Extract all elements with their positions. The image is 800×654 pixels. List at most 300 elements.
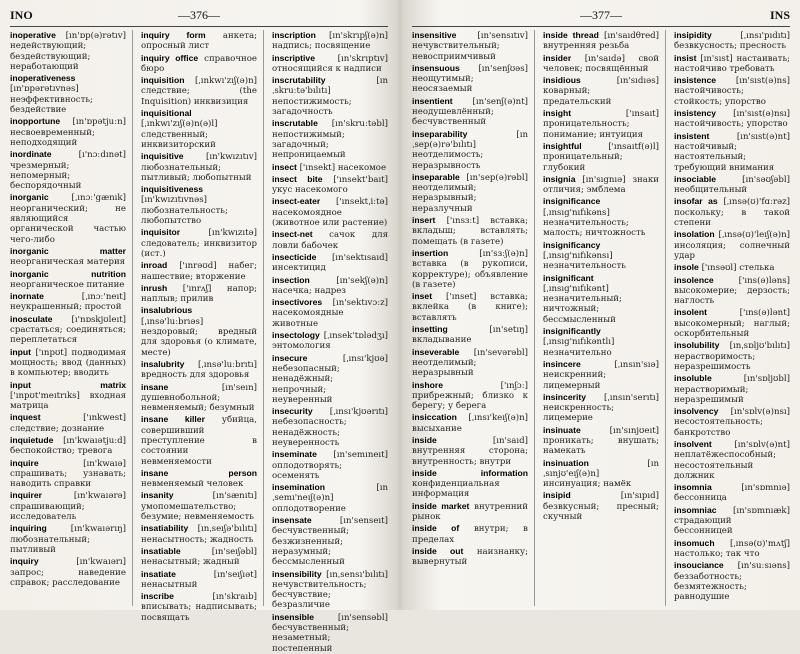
dictionary-entry: [412, 347, 528, 379]
definition: оплодотворение: [272, 503, 346, 514]
transcription: [ın'sɒljʊbl]: [743, 374, 790, 385]
headword: insistence: [674, 75, 717, 86]
headword: insetting: [412, 324, 448, 335]
dictionary-entry: [141, 108, 257, 150]
headword: insignificance: [543, 196, 601, 207]
dictionary-entry: [141, 227, 257, 259]
dictionary-entry: [10, 458, 126, 490]
dictionary-entry: [272, 275, 388, 297]
dictionary-entry: [272, 515, 388, 567]
dictionary-entry: [272, 482, 388, 514]
headword: insociable: [674, 173, 717, 184]
headword: inseparable: [412, 171, 460, 182]
headword: insolent: [674, 307, 707, 318]
headword: inquisition: [141, 75, 185, 86]
transcription: [ın'sensıtıv]: [477, 31, 528, 41]
definition: прибрежный; близко к берегу; у берега: [412, 390, 528, 412]
dictionary-entry: [272, 612, 388, 654]
definition: оплодотворять; осеменять: [272, 460, 343, 481]
headword: insistency: [674, 108, 717, 119]
dictionary-entry: [674, 340, 790, 372]
headword: inquest: [10, 412, 41, 423]
headword: inquiring: [10, 523, 47, 534]
definition: инсоляция; солнечный удар: [674, 240, 790, 261]
dictionary-entry: [141, 151, 257, 183]
definition: небезопасный; ненадёжный; непрочный; неуверенный: [272, 363, 340, 405]
definition: внутренняя сторона; внутренность; внутри: [412, 446, 528, 467]
headword: inside: [412, 434, 437, 445]
headword: insalubrity: [141, 358, 185, 369]
transcription: [ın'sep(ə)rəbl]: [466, 172, 528, 183]
headword: insensuous: [412, 62, 460, 73]
dictionary-entry: [10, 380, 126, 412]
headword: insect bite: [272, 173, 323, 184]
definition: следствие; (the Inquisition) инквизиция: [141, 86, 257, 107]
headword: insomniac: [674, 504, 717, 515]
headword: inquisitiveness: [141, 184, 204, 195]
left-guide-word: INO: [10, 8, 33, 22]
header-rule: [412, 26, 790, 27]
headword: insection: [272, 274, 310, 285]
transcription: [ın'sınjʊeıt]: [609, 425, 659, 436]
headword: insinuate: [543, 424, 581, 435]
transcription: [ın'kwaıətjuːd]: [63, 435, 126, 446]
dictionary-entry: [141, 591, 257, 623]
transcription: [ın'sɜːʃ(ə)n]: [479, 248, 528, 259]
definition: неукрашенный; простой: [10, 302, 122, 313]
headword: insidious: [543, 75, 581, 86]
transcription: ['ınset]: [446, 292, 477, 303]
headword: insatiable: [141, 545, 181, 556]
definition: душевнобольной; невменяемый; безумный: [141, 392, 255, 414]
definition: умопомешательство; безумие; невменяемость: [141, 501, 254, 523]
transcription: ['ınsaıt]: [625, 109, 659, 120]
headword: insanity: [141, 490, 174, 501]
dictionary-entry: [674, 196, 790, 228]
transcription: ['ınsekt]: [299, 162, 336, 173]
headword: insignificant: [543, 272, 594, 283]
headword: insistent: [674, 130, 710, 141]
dictionary-entry: [272, 406, 388, 448]
transcription: [ınˌseıʃə'bılıtı]: [197, 524, 257, 535]
transcription: [ınˌsep(ə)rə'bılıtı]: [412, 129, 528, 150]
definition: коварный; предательский: [543, 86, 612, 107]
transcription: [ˌınɔː'neıt]: [81, 292, 126, 303]
dictionary-entry: [412, 63, 528, 95]
headword: insincerity: [543, 391, 586, 402]
definition: необщительный: [674, 185, 748, 196]
definition: вставка (в рукописи, корректуре); объявление (в газете): [412, 259, 528, 290]
headword: insomnia: [674, 482, 712, 493]
dictionary-entry: [10, 556, 126, 588]
transcription: [ˌınsı'pıdıtı]: [740, 31, 790, 41]
transcription: [ın'kwaıə]: [83, 458, 126, 469]
header-rule: [10, 26, 388, 27]
definition: насекомоядные животные: [272, 308, 344, 329]
transcription: [ınˌsensı'bılıtı]: [326, 569, 388, 580]
headword: inshore: [412, 379, 444, 390]
definition: поскольку; в такой степени: [674, 207, 790, 229]
transcription: [ın'kwaıərə]: [73, 491, 126, 502]
definition: настойчивость; упорство: [674, 119, 788, 130]
transcription: [ın'sıst(ə)ns]: [735, 76, 790, 87]
left-page-header: [10, 8, 388, 24]
transcription: [ın'sıgnıə]: [582, 174, 626, 185]
headword: insensate: [272, 515, 312, 526]
transcription: [ˌınsə(ʊ)'mʌtʃ]: [729, 538, 790, 549]
headword: insincere: [543, 358, 581, 369]
dictionary-entry: [10, 435, 126, 457]
dictionary-entry: [272, 162, 388, 173]
transcription: [ın'ɒpərətıvnəs]: [10, 84, 79, 95]
left-columns: [10, 30, 388, 654]
headword: insane person: [141, 467, 257, 478]
definition: неощутимый; неосязаемый: [412, 74, 474, 95]
definition: конфиденциальная информация: [412, 479, 500, 500]
headword: inquisitive: [141, 151, 184, 162]
left-page: [0, 0, 398, 654]
dictionary-column: [543, 30, 666, 606]
dictionary-entry: [543, 108, 659, 140]
dictionary-entry: [10, 523, 126, 555]
transcription: [ˌınsə'luːbrıəs]: [141, 316, 204, 327]
transcription: [ın'suːsıəns]: [737, 561, 790, 572]
headword: inscribe: [141, 591, 174, 602]
transcription: ['ınsaıtf(ə)l]: [608, 141, 659, 152]
dictionary-entry: [412, 380, 528, 412]
headword: inosculate: [10, 313, 53, 324]
headword: inquirer: [10, 490, 42, 501]
dictionary-entry: [543, 174, 659, 196]
definition: беззаботность; безмятежность; равнодушие: [674, 571, 747, 603]
headword: insist: [674, 52, 697, 63]
transcription: [ın'sɒmnıə]: [741, 483, 790, 494]
headword: insert: [412, 215, 436, 226]
definition: нечувствительный; невосприимчивый: [412, 41, 500, 62]
transcription: [ın'setıŋ]: [489, 325, 528, 336]
headword: inquisitor: [141, 227, 181, 238]
headword: inroad: [141, 260, 168, 271]
transcription: [ı'nɔːdınət]: [78, 150, 126, 161]
definition: неотделимый; неразрывный; неразлучный: [412, 183, 477, 214]
definition: неорганическая материя: [10, 257, 126, 268]
headword: insolubility: [674, 340, 720, 351]
transcription: [ın'sensəbl]: [337, 612, 388, 623]
definition: высокомерие; дерзость; наглость: [674, 285, 790, 307]
right-columns: [412, 30, 790, 606]
headword: insecurity: [272, 406, 313, 417]
headword: insectology: [272, 330, 320, 341]
transcription: [ın'kwaıərıŋ]: [70, 524, 126, 535]
transcription: [ˌınsın'serıtı]: [604, 392, 659, 403]
headword: insinuation: [543, 457, 589, 468]
headword: inquisitional: [141, 108, 192, 119]
definition: следователь; инквизитор (ист.): [141, 238, 257, 259]
transcription: [ˌınsek'tɒlədʒı]: [323, 331, 388, 342]
transcription: [ın'sɒlv(ə)nsı]: [730, 407, 790, 418]
definition: неплатёжеспособный; несостоятельный должник: [674, 450, 777, 481]
definition: входная матрица: [10, 390, 126, 412]
definition: небезопасность; ненадёжность; неуверенность: [272, 417, 347, 448]
headword: insipid: [543, 490, 571, 501]
definition: вкладывание: [412, 335, 472, 346]
definition: ненасытный; жадный: [141, 557, 240, 568]
headword: input matrix: [10, 379, 126, 390]
dictionary-entry: [10, 246, 126, 268]
transcription: [ın'sıst(ə)nt]: [736, 131, 790, 142]
dictionary-entry: [412, 435, 528, 467]
transcription: [ı'nɒskjʊleıt]: [71, 314, 126, 325]
definition: недействующий; бездействующий; неработающий: [10, 41, 91, 72]
definition: относящийся к надписи: [272, 63, 382, 74]
dictionary-entry: [674, 482, 790, 504]
right-guide-word: INS: [769, 8, 790, 22]
transcription: [ınˌsɒljʊ'bılıtı]: [729, 341, 790, 352]
headword: inordinate: [10, 149, 52, 160]
transcription: [ˌınsın'sıə]: [614, 359, 659, 370]
transcription: [ınˌskruːtə'bılıtı]: [272, 76, 388, 97]
definition: несостоятельность; банкротство: [674, 417, 763, 438]
dictionary-entry: [272, 75, 388, 117]
definition: невменяемый человек: [141, 479, 244, 490]
dictionary-entry: [141, 30, 257, 52]
definition: следствие; дознание: [10, 423, 105, 434]
headword: insectivores: [272, 297, 323, 308]
definition: знаки отличия; эмблема: [543, 174, 660, 196]
dictionary-entry: [141, 569, 257, 591]
headword: insolvent: [674, 438, 712, 449]
left-page-number: —376—: [178, 8, 220, 22]
definition: стелька: [739, 263, 775, 274]
right-page-number: —377—: [580, 8, 622, 22]
dictionary-entry: [412, 291, 528, 323]
dictionary-entry: [272, 196, 388, 228]
dictionary-entry: [674, 53, 790, 75]
dictionary-entry: [543, 458, 659, 490]
definition: нерастворимость; неразрешимость: [674, 351, 756, 372]
dictionary-entry: [543, 196, 659, 238]
headword: insecticide: [272, 251, 317, 262]
dictionary-entry: [272, 30, 388, 52]
transcription: [ın'səʊʃəbl]: [742, 174, 790, 185]
transcription: [ˌınɔː'gænık]: [71, 193, 126, 204]
definition: инсинуация; намёк: [543, 479, 632, 490]
headword: insider: [543, 52, 572, 63]
transcription: [ın'saıd]: [492, 435, 528, 446]
transcription: [ın'sektısaıd]: [331, 252, 388, 263]
transcription: [ın'sɒmnıæk]: [733, 505, 790, 516]
dictionary-entry: [412, 468, 528, 500]
dictionary-entry: [543, 240, 659, 272]
definition: неорганическое питание: [10, 279, 125, 290]
definition: настолько; так что: [674, 548, 760, 559]
dictionary-column: [141, 30, 264, 623]
right-page: [402, 0, 800, 610]
dictionary-entry: [674, 30, 790, 52]
transcription: [ın'kwızıtıv]: [206, 152, 257, 163]
transcription: ['ınpʊt]: [35, 347, 68, 358]
definition: любознательный; пытливый; любопытный: [141, 162, 252, 183]
transcription: [ın'senʃ(ə)nt]: [472, 96, 528, 107]
definition: настаивать; настойчиво требовать: [674, 53, 791, 74]
headword: inoperative: [10, 30, 56, 40]
dictionary-entry: [412, 172, 528, 214]
dictionary-entry: [543, 30, 659, 52]
dictionary-entry: [674, 439, 790, 481]
headword: inoperativeness: [10, 73, 76, 84]
dictionary-entry: [272, 252, 388, 274]
definition: проникать; внушать; намекать: [543, 435, 659, 457]
dictionary-entry: [412, 96, 528, 128]
dictionary-entry: [412, 412, 528, 434]
dictionary-entry: [543, 75, 659, 107]
dictionary-entry: [543, 326, 659, 358]
headword: inseverable: [412, 346, 460, 357]
transcription: ['ıns(ə)lənt]: [739, 308, 790, 319]
headword: insolence: [674, 274, 714, 285]
definition: незначительный; ничтожный; бессмысленный: [543, 294, 622, 325]
transcription: [ın'sektıvɔːz]: [332, 298, 388, 309]
definition: анкета; опросный лист: [141, 31, 257, 52]
headword: insignia: [543, 173, 576, 184]
dictionary-entry: [272, 229, 388, 251]
headword: insensibility: [272, 568, 322, 579]
definition: сачок для ловли бабочек: [272, 230, 388, 251]
transcription: [ın'sænıtı]: [212, 491, 257, 502]
definition: срастаться; соединяться; переплетаться: [10, 325, 126, 346]
definition: проницательность; понимание; интуиция: [543, 119, 644, 140]
transcription: ['ınʃɔː]: [500, 380, 528, 391]
headword: inside of: [412, 523, 460, 534]
dictionary-entry: [272, 297, 388, 329]
transcription: [ˌınsıg'nıfıkənsı]: [543, 250, 613, 261]
headword: inquietude: [10, 434, 54, 445]
definition: незначительно: [543, 347, 612, 358]
headword: inset: [412, 291, 433, 302]
dictionary-entry: [543, 141, 659, 173]
dictionary-entry: [10, 291, 126, 313]
headword: inside thread: [543, 30, 599, 40]
definition: неотделимый; неразрывный: [412, 357, 477, 379]
transcription: ['ınsəʊl]: [701, 263, 737, 274]
definition: страдающий бессонницей: [674, 516, 733, 537]
dictionary-entry: [674, 275, 790, 307]
definition: безвкусный; пресный; скучный: [543, 501, 659, 523]
definition: справочное бюро: [141, 53, 257, 74]
headword: insatiate: [141, 568, 176, 579]
dictionary-entry: [543, 392, 659, 424]
headword: inopportune: [10, 116, 61, 127]
dictionary-entry: [543, 359, 659, 391]
transcription: ['ınsɜːt]: [446, 216, 480, 227]
transcription: [ˌınsı'kjʊə]: [342, 353, 388, 364]
headword: insentient: [412, 95, 453, 106]
transcription: ['ınrʌʃ]: [182, 283, 212, 294]
definition: напор; наплыв; прилив: [141, 283, 258, 305]
dictionary-entry: [272, 449, 388, 481]
headword: inside market: [412, 500, 470, 511]
headword: insect-eater: [272, 196, 321, 207]
headword: insipidity: [674, 30, 712, 40]
headword: insomuch: [674, 537, 715, 548]
definition: высокомерный; наглый; оскорбительный: [674, 318, 790, 340]
headword: insecure: [272, 352, 308, 363]
dictionary-entry: [674, 373, 790, 405]
dictionary-entry: [543, 425, 659, 457]
transcription: [ınˌsemı'neıʃ(ə)n]: [272, 483, 388, 504]
definition: подводимая мощность; ввод (данных) в компьютер; вводить: [10, 347, 127, 379]
dictionary-entry: [674, 560, 790, 602]
headword: insalubrious: [141, 305, 193, 316]
transcription: ['ınrəʊd]: [179, 261, 217, 272]
definition: спрашивать; узнавать; наводить справки: [10, 468, 126, 490]
definition: неотделимость; неразрывность: [412, 150, 484, 171]
transcription: [ın'sıst]: [700, 53, 733, 64]
transcription: [ˌınsıg'nıfıkənt]: [543, 283, 609, 294]
headword: insofar as: [674, 196, 718, 207]
headword: insignificantly: [543, 326, 601, 337]
dictionary-entry: [412, 523, 528, 545]
headword: inseparability: [412, 128, 468, 139]
transcription: [ın'semıneıt]: [333, 450, 388, 461]
dictionary-entry: [674, 307, 790, 339]
headword: inside out: [412, 545, 464, 556]
definition: настойчивость; стойкость; упорство: [674, 86, 766, 107]
definition: внутри; в пределах: [412, 524, 528, 545]
definition: надпись; посвящение: [272, 41, 371, 52]
transcription: [ın'saıdə]: [584, 53, 625, 64]
headword: insight: [543, 108, 572, 119]
definition: настойчивый; настоятельный; требующий внимания: [674, 141, 775, 173]
dictionary-entry: [674, 131, 790, 173]
headword: inscription: [272, 30, 316, 40]
definition: неискренний; лицемерный: [543, 370, 607, 391]
definition: беспокойство; тревога: [10, 446, 113, 457]
dictionary-entry: [272, 353, 388, 405]
dictionary-entry: [141, 184, 257, 226]
definition: следственный; инквизиторский: [141, 129, 216, 150]
headword: insolation: [674, 229, 715, 240]
definition: любознательность; любопытство: [141, 205, 228, 227]
dictionary-entry: [412, 248, 528, 290]
headword: inorganic: [10, 192, 49, 203]
definition: безвкусность; пресность: [674, 41, 787, 52]
headword: inscrutability: [272, 75, 326, 86]
dictionary-column: [674, 30, 790, 606]
dictionary-entry: [10, 30, 126, 72]
definition: неорганический; не являющийся органической частью чего-либо: [10, 203, 126, 245]
headword: input: [10, 346, 31, 357]
dictionary-entry: [412, 546, 528, 568]
headword: inorganic matter: [10, 245, 126, 256]
definition: бессонница: [674, 493, 727, 504]
dictionary-entry: [141, 468, 257, 490]
dictionary-entry: [141, 305, 257, 357]
dictionary-entry: [412, 501, 528, 523]
definition: запрос; наведение справок; расследование: [10, 567, 126, 588]
dictionary-entry: [141, 546, 257, 568]
dictionary-entry: [272, 330, 388, 352]
transcription: ['ıns(ə)ləns]: [738, 275, 790, 286]
definition: любознательный; пытливый: [10, 534, 90, 555]
dictionary-entry: [674, 229, 790, 261]
dictionary-entry: [272, 569, 388, 611]
definition: ненасытность; жадность: [141, 534, 254, 545]
headword: insane: [141, 381, 169, 392]
dictionary-entry: [272, 53, 388, 75]
dictionary-entry: [543, 273, 659, 325]
dictionary-entry: [412, 30, 528, 62]
